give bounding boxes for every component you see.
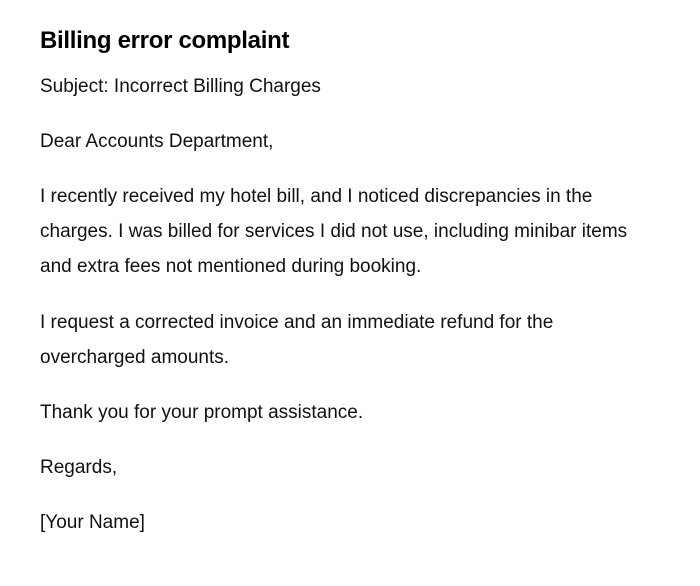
document-title: Billing error complaint (40, 27, 290, 54)
greeting: Dear Accounts Department, (40, 131, 274, 152)
body-paragraph: I request a corrected invoice and an immediate refund for the overcharged amounts. (40, 312, 554, 368)
thanks-line: Thank you for your prompt assistance. (40, 402, 364, 423)
closing-line: Regards, (40, 457, 118, 478)
body-paragraph: I recently received my hotel bill, and I noticed discrepancies in the charges. I was billed for services I did not use, including minibar items and extra fees not mentioned during booking. (40, 186, 628, 277)
subject-line: Subject: Incorrect Billing Charges (40, 76, 321, 97)
signature-placeholder: [Your Name] (40, 512, 145, 533)
